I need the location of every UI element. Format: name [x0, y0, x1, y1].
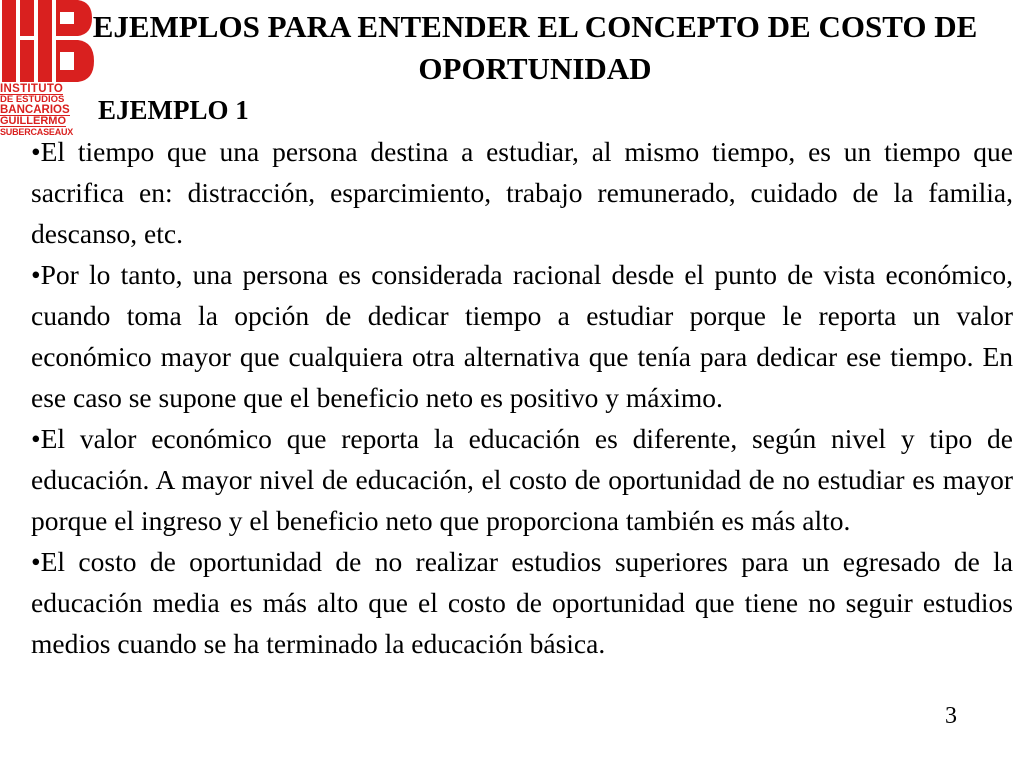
logo-line-instituto: INSTITUTO	[0, 83, 64, 95]
ieb-logo-mark-icon	[2, 0, 94, 82]
bullet-paragraph-2: •Por lo tanto, una persona es considerada racional desde el punto de vista económico, cuando toma la opción de dedicar tiempo a estudiar porque le reporta un valor económico mayor que cualquiera otra alternativa que tenía para dedicar ese tiempo. En ese caso se supone que el beneficio neto es positivo y máximo.	[31, 259, 1013, 413]
logo-line-guillermo: GUILLERMO	[0, 115, 66, 127]
slide-title: EJEMPLOS PARA ENTENDER EL CONCEPTO DE COSTO DE OPORTUNIDAD	[92, 9, 978, 86]
bullet-paragraph-4: •El costo de oportunidad de no realizar estudios superiores para un egresado de la educación media es más alto que el costo de oportunidad que tiene no seguir estudios medios cuando se ha terminado la educación básica.	[31, 546, 1013, 659]
slide-body	[31, 131, 1013, 664]
logo-line-bancarios: BANCARIOS	[0, 104, 70, 116]
slide-number: 3	[945, 703, 957, 729]
logo-line-subercaseaux: SUBERCASEAUX	[0, 127, 74, 137]
institution-logo	[0, 0, 96, 150]
example-heading: EJEMPLO 1	[98, 95, 249, 125]
logo-line-de-estudios: DE ESTUDIOS	[0, 94, 65, 105]
logo-text	[0, 84, 100, 137]
bullet-paragraph-1: •El tiempo que una persona destina a estudiar, al mismo tiempo, es un tiempo que sacrifica en: distracción, esparcimiento, trabajo remunerado, cuidado de la familia, descanso, etc.	[31, 136, 1013, 249]
bullet-paragraph-3: •El valor económico que reporta la educación es diferente, según nivel y tipo de educación. A mayor nivel de educación, el costo de oportunidad de no estudiar es mayor porque el ingreso y el beneficio neto que proporciona también es más alto.	[31, 423, 1013, 536]
